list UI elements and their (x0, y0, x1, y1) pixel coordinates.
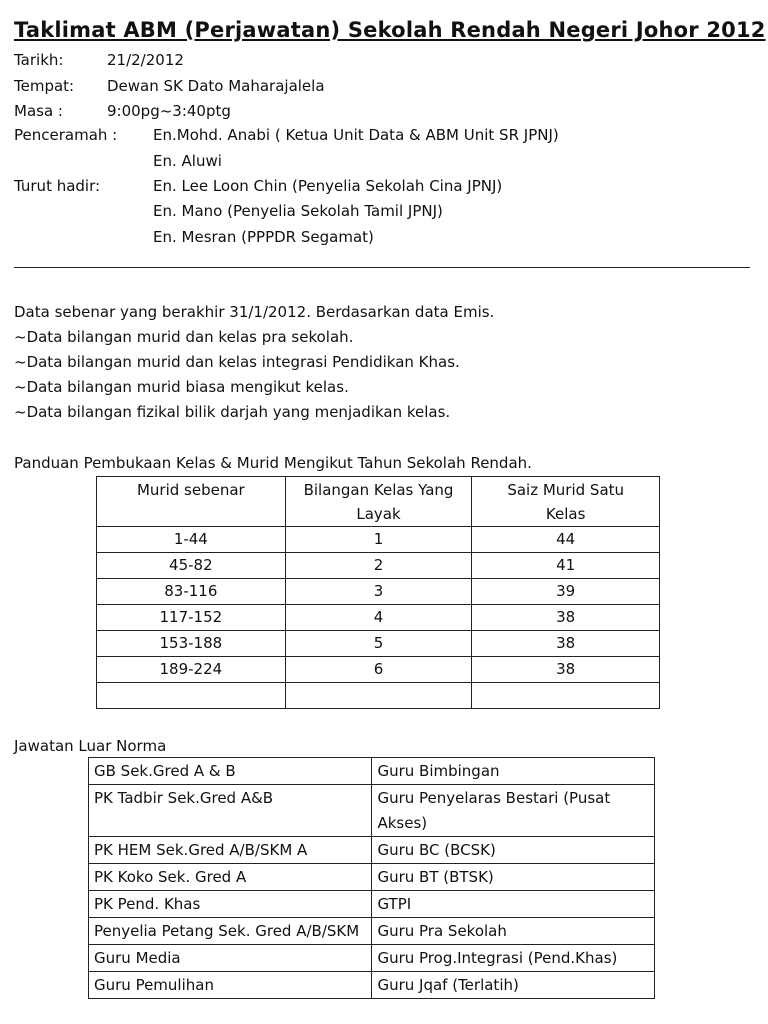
cell-murid: 45-82 (97, 553, 286, 579)
penceramah-row (14, 125, 117, 145)
table-row (97, 657, 660, 683)
tarikh-label: Tarikh: (14, 51, 64, 69)
post-left: PK HEM Sek.Gred A/B/SKM A (89, 837, 372, 864)
data-line-5: ~Data bilangan fizikal bilik darjah yang menjadikan kelas. (14, 403, 451, 421)
header-murid-sebenar (97, 477, 286, 527)
table-row (97, 631, 660, 657)
cell-bilangan: 4 (285, 605, 472, 631)
posts-heading: Jawatan Luar Norma (14, 737, 167, 755)
turut-hadir-value-2: En. Mano (Penyelia Sekolah Tamil JPNJ) (153, 202, 443, 220)
data-line-2: ~Data bilangan murid dan kelas pra sekolah. (14, 328, 354, 346)
cell-bilangan: 6 (285, 657, 472, 683)
posts-table (88, 757, 655, 999)
table-row (89, 972, 655, 999)
class-guide-table (96, 476, 660, 709)
cell-saiz: 44 (472, 527, 660, 553)
table-row (97, 605, 660, 631)
cell-saiz: 38 (472, 631, 660, 657)
header-saiz-murid-line-1: Saiz Murid Satu (507, 481, 625, 499)
post-left: PK Pend. Khas (89, 891, 372, 918)
header-bilangan-kelas (285, 477, 472, 527)
post-left: PK Tadbir Sek.Gred A&B (89, 785, 372, 837)
tempat-label: Tempat: (14, 77, 75, 95)
cell-murid: 153-188 (97, 631, 286, 657)
table-row (89, 758, 655, 785)
divider-rule (14, 267, 750, 268)
masa-value: 9:00pg~3:40ptg (107, 102, 231, 120)
page-title: Taklimat ABM (Perjawatan) Sekolah Rendah Negeri Johor 2012 (14, 18, 766, 42)
turut-hadir-value-3: En. Mesran (PPPDR Segamat) (153, 228, 374, 246)
post-right: GTPI (372, 891, 655, 918)
tempat-row (14, 76, 74, 96)
table-row (89, 837, 655, 864)
cell-murid (97, 683, 286, 709)
turut-hadir-row (14, 176, 100, 196)
post-left: GB Sek.Gred A & B (89, 758, 372, 785)
post-left: Guru Pemulihan (89, 972, 372, 999)
tarikh-row (14, 50, 63, 70)
cell-bilangan: 5 (285, 631, 472, 657)
cell-bilangan (285, 683, 472, 709)
data-line-3: ~Data bilangan murid dan kelas integrasi Pendidikan Khas. (14, 353, 460, 371)
cell-murid: 189-224 (97, 657, 286, 683)
table-row (97, 579, 660, 605)
header-saiz-murid-line-2: Kelas (545, 505, 586, 523)
masa-row (14, 101, 63, 121)
masa-label: Masa : (14, 102, 63, 120)
data-line-1: Data sebenar yang berakhir 31/1/2012. Berdasarkan data Emis. (14, 303, 495, 321)
cell-murid: 1-44 (97, 527, 286, 553)
post-left: Penyelia Petang Sek. Gred A/B/SKM (89, 918, 372, 945)
penceramah-label: Penceramah : (14, 126, 118, 144)
header-saiz-murid (472, 477, 660, 527)
post-right: Guru Bimbingan (372, 758, 655, 785)
cell-saiz: 38 (472, 605, 660, 631)
cell-bilangan: 1 (285, 527, 472, 553)
tempat-value: Dewan SK Dato Maharajalela (107, 77, 325, 95)
turut-hadir-label: Turut hadir: (14, 177, 101, 195)
cell-saiz (472, 683, 660, 709)
post-right: Guru Prog.Integrasi (Pend.Khas) (372, 945, 655, 972)
class-guide-header-row (97, 477, 660, 527)
turut-hadir-value-1: En. Lee Loon Chin (Penyelia Sekolah Cina JPNJ) (153, 177, 503, 195)
table-row (89, 891, 655, 918)
cell-bilangan: 2 (285, 553, 472, 579)
data-line-4: ~Data bilangan murid biasa mengikut kelas. (14, 378, 349, 396)
cell-saiz: 41 (472, 553, 660, 579)
cell-murid: 83-116 (97, 579, 286, 605)
post-right: Guru BC (BCSK) (372, 837, 655, 864)
table-row (89, 918, 655, 945)
header-bilangan-kelas-line-1: Bilangan Kelas Yang (303, 481, 454, 499)
header-murid-sebenar-line-1: Murid sebenar (136, 481, 245, 499)
penceramah-value-2: En. Aluwi (153, 152, 222, 170)
table-row (89, 785, 655, 837)
cell-saiz: 38 (472, 657, 660, 683)
post-right: Guru Jqaf (Terlatih) (372, 972, 655, 999)
header-bilangan-kelas-line-2: Layak (356, 505, 401, 523)
table-row (97, 527, 660, 553)
class-guide-heading: Panduan Pembukaan Kelas & Murid Mengikut Tahun Sekolah Rendah. (14, 454, 532, 472)
table-row (89, 864, 655, 891)
cell-murid: 117-152 (97, 605, 286, 631)
post-right: Guru Pra Sekolah (372, 918, 655, 945)
post-left: PK Koko Sek. Gred A (89, 864, 372, 891)
post-left: Guru Media (89, 945, 372, 972)
table-row (89, 945, 655, 972)
cell-saiz: 39 (472, 579, 660, 605)
penceramah-value-1: En.Mohd. Anabi ( Ketua Unit Data & ABM Unit SR JPNJ) (153, 126, 559, 144)
post-right: Guru BT (BTSK) (372, 864, 655, 891)
table-row (97, 553, 660, 579)
table-row-empty (97, 683, 660, 709)
cell-bilangan: 3 (285, 579, 472, 605)
post-right: Guru Penyelaras Bestari (Pusat Akses) (372, 785, 655, 837)
tarikh-value: 21/2/2012 (107, 51, 184, 69)
